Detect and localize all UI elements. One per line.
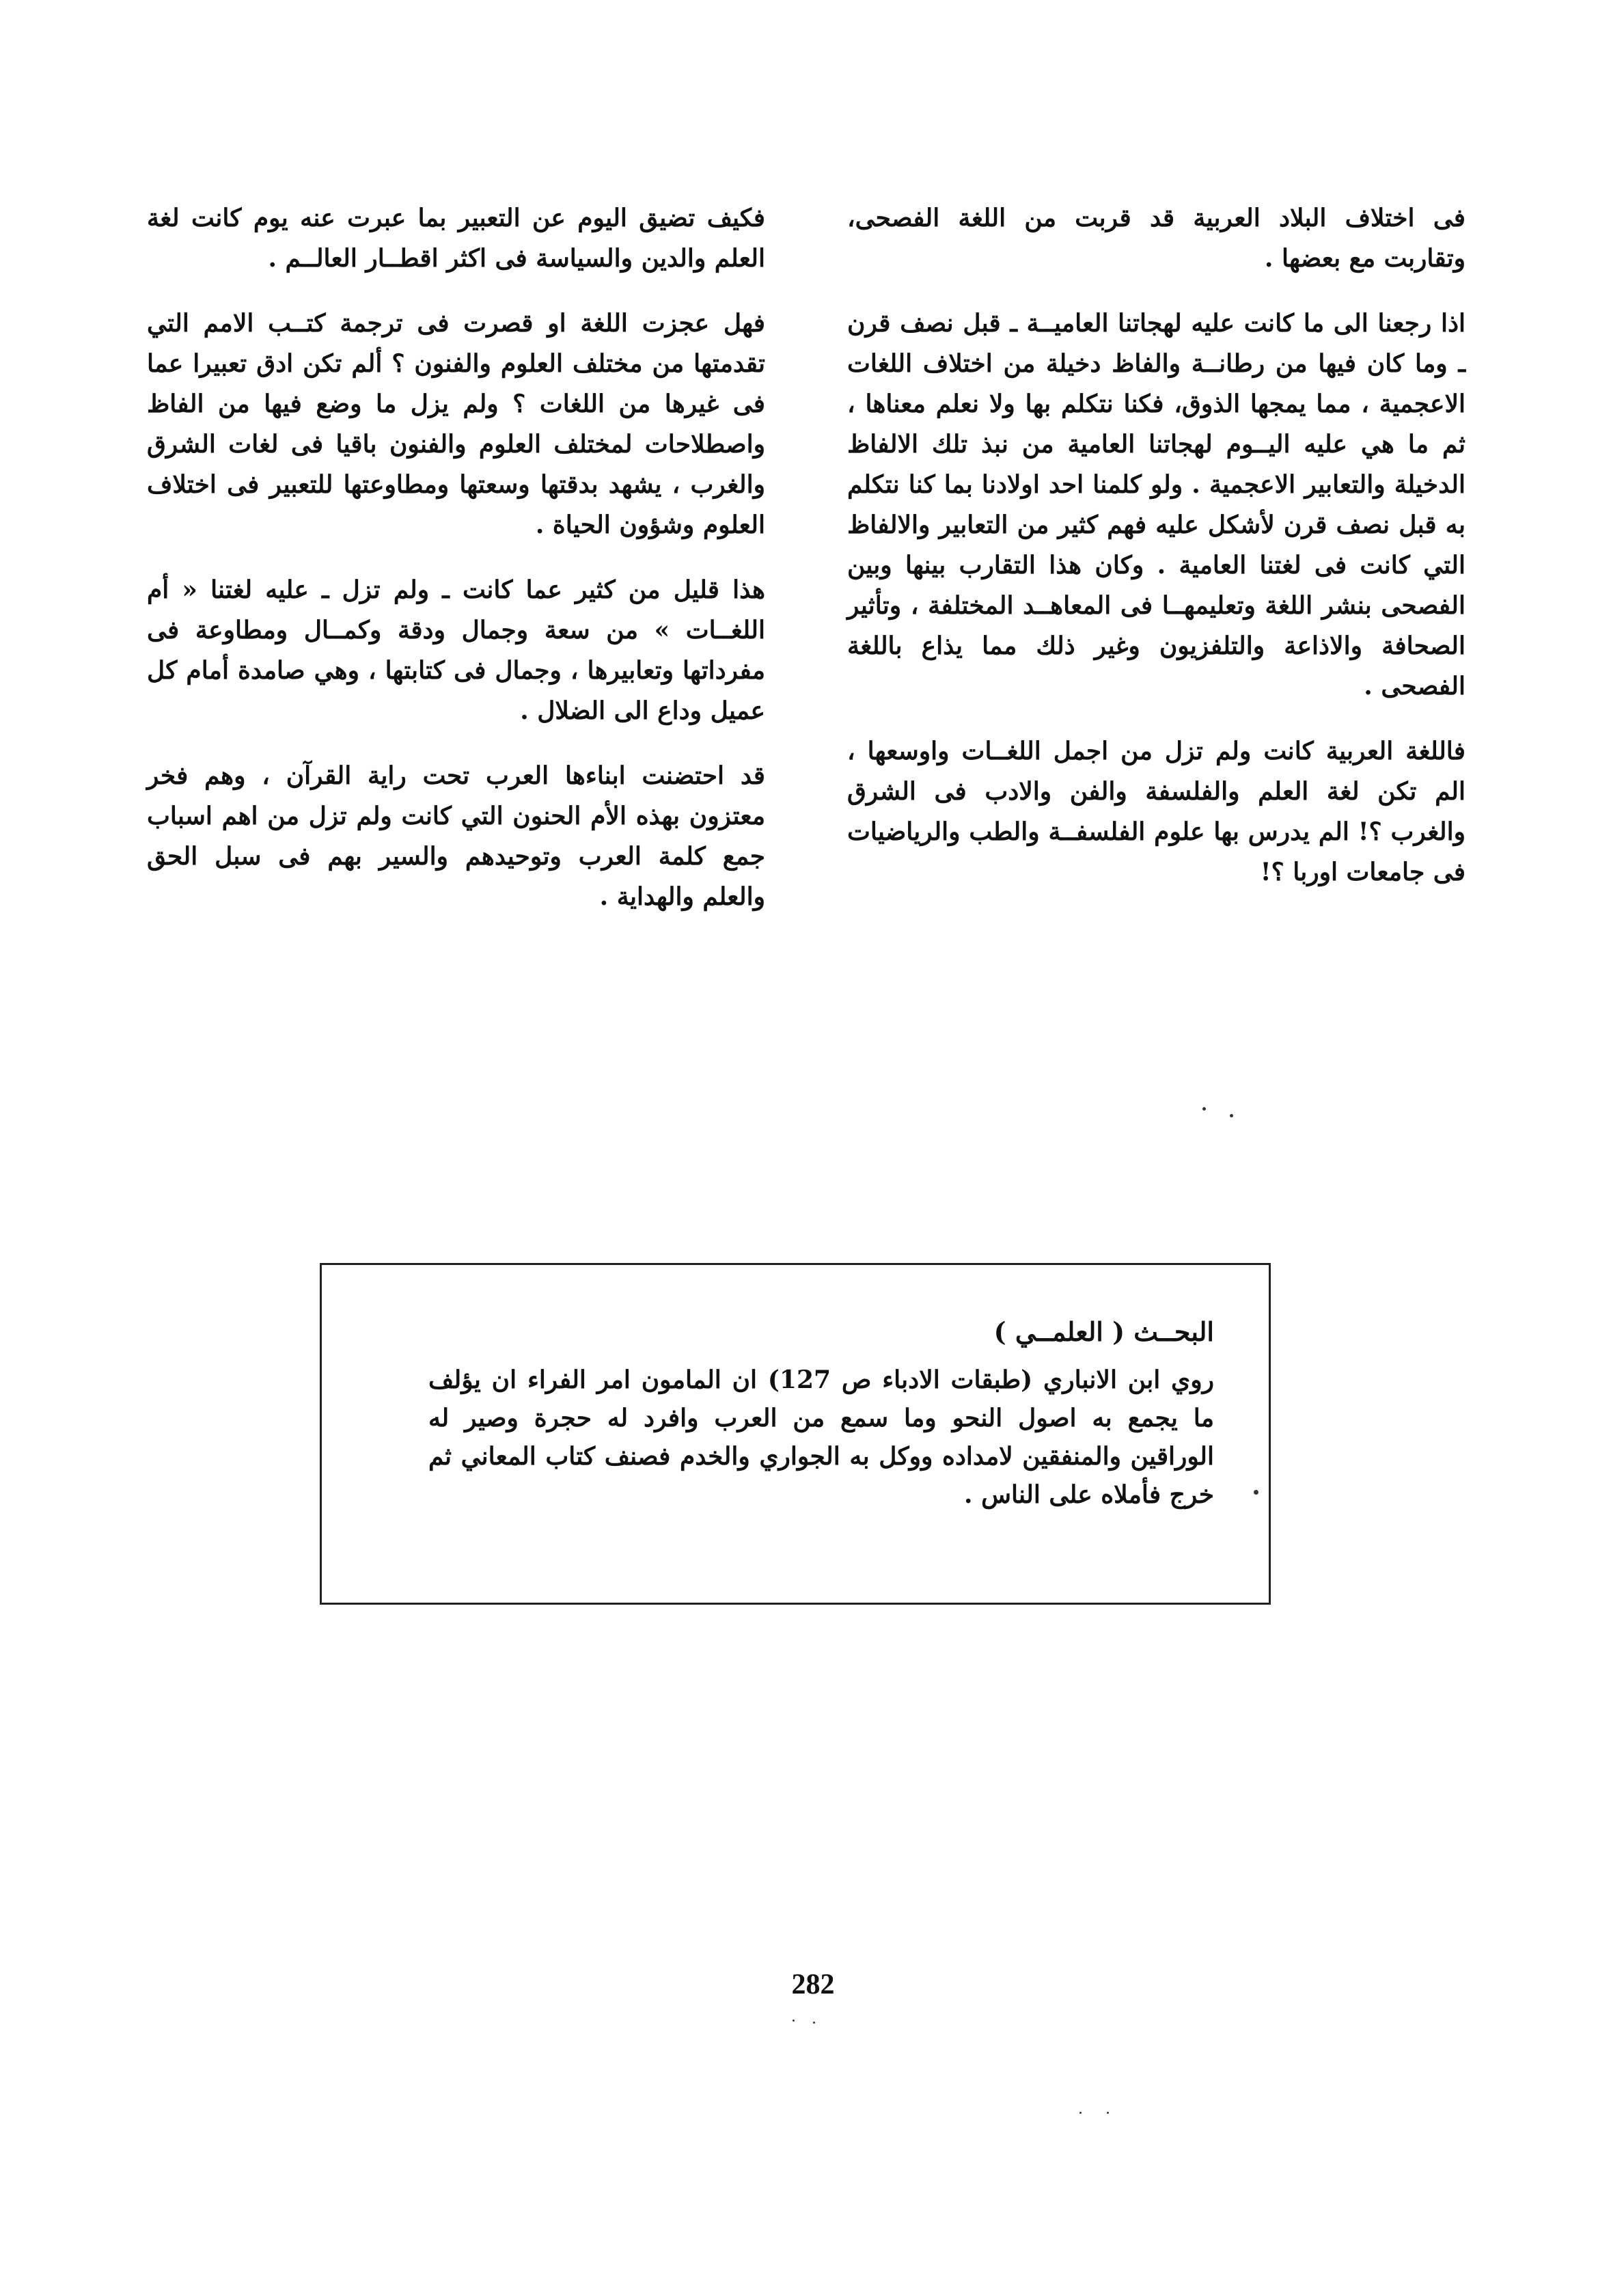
scan-speck (1202, 1107, 1206, 1111)
research-note-box (320, 1263, 1271, 1605)
page-number: 282 (791, 1969, 835, 2000)
scan-speck (1254, 1490, 1258, 1495)
scan-speck (813, 2022, 815, 2024)
box-title: البحــث ( العلمــي ) (993, 1316, 1214, 1347)
left-text-column (147, 198, 765, 942)
left-paragraph-4: قد احتضنت ابناءها العرب تحت راية القرآن ، وهم فخر معتزون بهذه الأم الحنون التي كانت ولم تزل من اهم اسباب جمع كلمة العرب وتوحيدهم والسير بهم فى سبل الحق والعلم والهداية . (147, 761, 765, 911)
box-text: روي ابن الانباري (طبقات الادباء ص 127) ان المامون امر الفراء ان يؤلف ما يجمع به اصول النحو وما سمع من العرب وافرد له حجرة وصير له الوراقين والمنفقين لامداده ووكل به الجواري والخدم فصنف كتاب المعاني ثم خرج فأملاه على الناس . (428, 1365, 1214, 1509)
scan-speck (793, 2020, 795, 2022)
right-text-column (847, 198, 1465, 917)
right-paragraph-3: فاللغة العربية كانت ولم تزل من اجمل اللغــات واوسعها ، الم تكن لغة العلم والفلسفة والفن والادب فى الشرق والغرب ؟! الم يدرس بها علوم الفلسفــة والطب والرياضيات فى جامعات اوربا ؟! (847, 737, 1465, 886)
scan-speck (1107, 2112, 1109, 2114)
scan-speck (1230, 1114, 1233, 1117)
left-paragraph-2: فهل عجزت اللغة او قصرت فى ترجمة كتــب الامم التي تقدمتها من مختلف العلوم والفنون ؟ ألم تكن ادق تعبيرا عما فى غيرها من اللغات ؟ ولم يزل ما وضع فيها من الفاظ واصطلاحات لمختلف العلوم والفنون باقيا فى لغات الشرق والغرب ، يشهد بدقتها وسعتها ومطاوعتها للتعبير فى اختلاف العلوم وشؤون الحياة . (147, 309, 766, 539)
right-paragraph-2: اذا رجعنا الى ما كانت عليه لهجاتنا العاميــة ـ قبل نصف قرن ـ وما كان فيها من رطانــة والفاظ دخيلة من اختلاف اللغات الاعجمية ، مما يمجها الذوق، فكنا نتكلم بها ولا نعلم معناها ، ثم ما هي عليه اليــوم لهجاتنا العامية من نبذ تلك الالفاظ الدخيلة والتعابير الاعجمية . ولو كلمنا احد اولادنا بما كنا نتكلم به قبل نصف قرن لأشكل عليه فهم كثير من التعابير والالفاظ التي كانت فى لغتنا العامية . وكان هذا التقارب بينها وبين الفصحى بنشر اللغة وتعليمهــا فى المعاهــد المختلفة ، وتأثير الصحافة والاذاعة والتلفزيون وغير ذلك مما يذاع باللغة الفصحى . (847, 309, 1466, 701)
scan-speck (1079, 2112, 1082, 2114)
right-paragraph-1: فى اختلاف البلاد العربية قد قربت من اللغة الفصحى، وتقاربت مع بعضها . (847, 204, 1465, 273)
left-paragraph-3: هذا قليل من كثير عما كانت ـ ولم تزل ـ عليه لغتنا « أم اللغــات » من سعة وجمال ودقة وكمــال ومطاوعة فى مفرداتها وتعابيرها ، وجمال فى كتابتها ، وهي صامدة أمام كل عميل وداع الى الضلال . (147, 575, 765, 725)
left-paragraph-1: فكيف تضيق اليوم عن التعبير بما عبرت عنه يوم كانت لغة العلم والدين والسياسة فى اكثر اقطــار العالــم . (147, 204, 765, 273)
